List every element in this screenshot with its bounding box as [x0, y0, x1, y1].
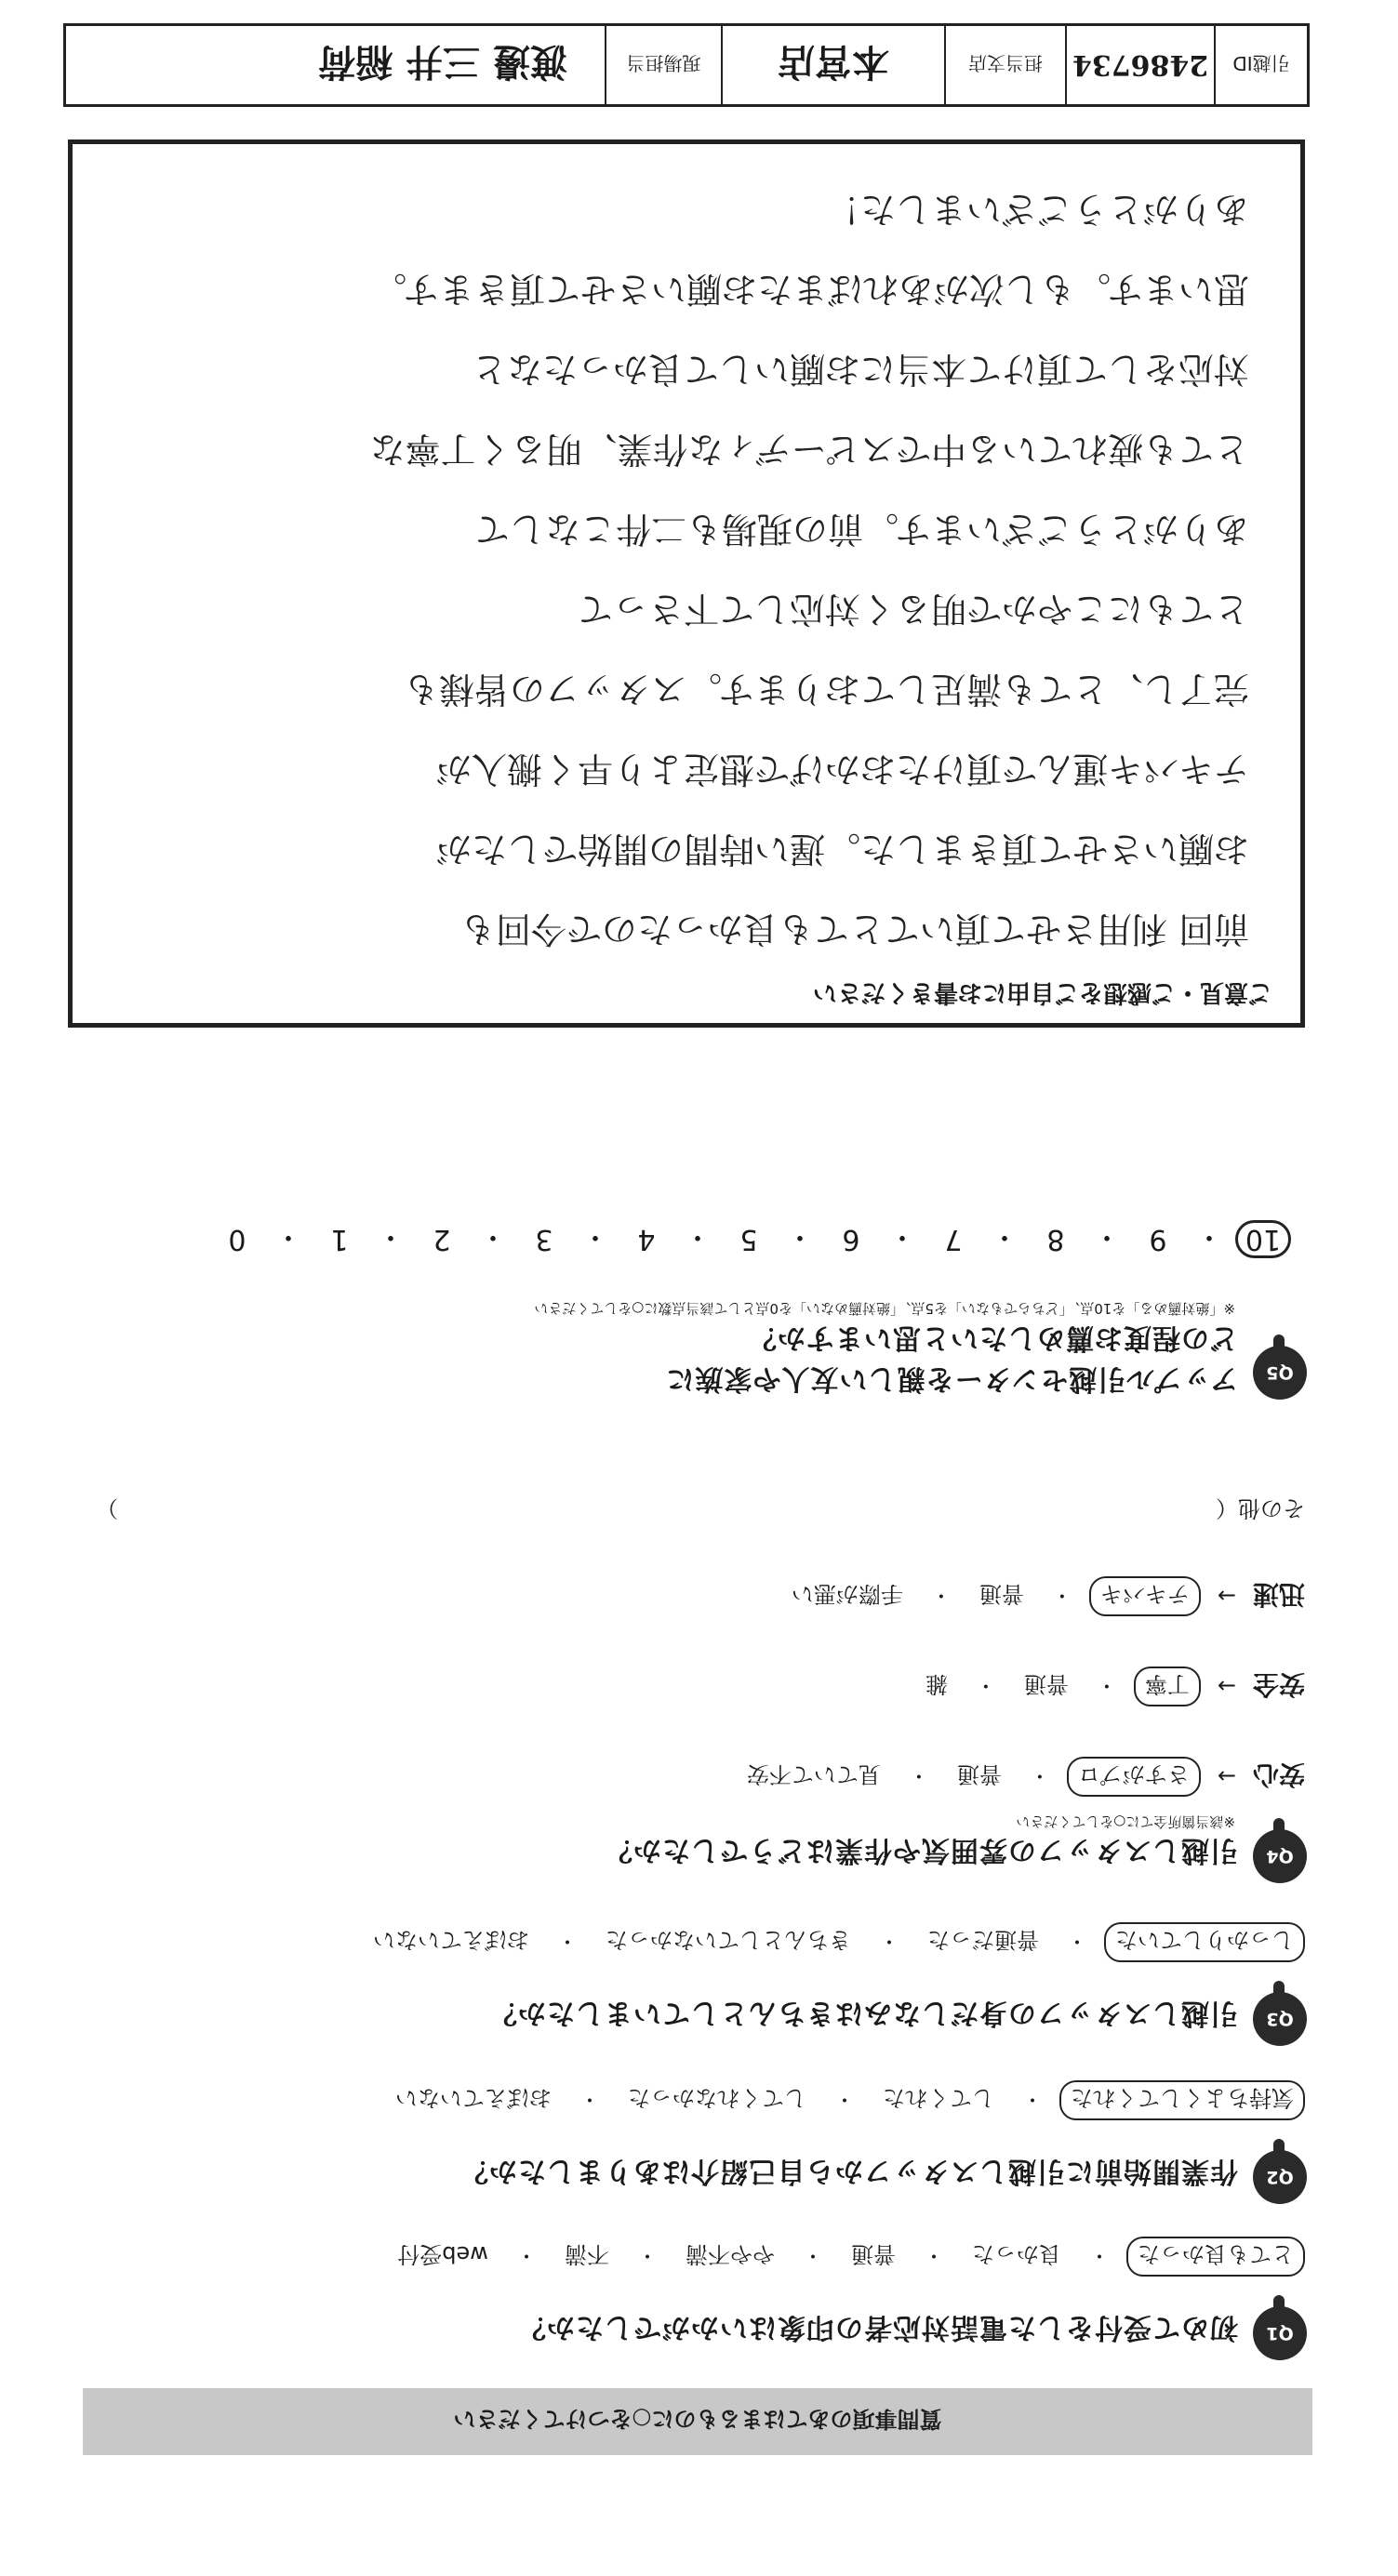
q4-jinsoku-option-circled[interactable]: テキパキ [1089, 1576, 1201, 1616]
q5-note: ※「絶対薦める」を10点、「どちらでもない」を5点、「絶対薦めない」を0点として該当点数に○をしてください [534, 1300, 1235, 1317]
q3-option[interactable]: 普通だった [926, 1927, 1039, 1953]
arrow-icon: → [1217, 1583, 1236, 1610]
q3-option-circled[interactable]: しっかりしていた [1104, 1922, 1305, 1962]
q4-anshin-option[interactable]: 見ていて不安 [746, 1761, 881, 1787]
scale-value[interactable]: 5 [739, 1223, 758, 1256]
arrow-icon: → [1217, 1763, 1236, 1790]
comment-line: ありがとうございます。前の現場も二件こなして [474, 509, 1249, 550]
q1-options: とても良かった ・ 良かった ・ 普通 ・ やや不満 ・ 不満 ・ web受付 [386, 2237, 1305, 2277]
scale-separator: ・ [274, 1220, 302, 1253]
q4-note: ※該当箇所全てに○をしてください [1016, 1813, 1235, 1830]
id-label-cell: 引越ID [1214, 26, 1307, 104]
q3-option[interactable]: おぼえていない [372, 1927, 529, 1953]
comment-line: 思います。もし次があればまたお願いさせて頂きます。 [371, 269, 1249, 310]
scale-separator: ・ [1195, 1220, 1223, 1253]
scale-value[interactable]: 6 [842, 1223, 860, 1256]
comment-line: 対応をして頂けて本当にお願いして良かったなと [471, 349, 1249, 390]
branch-label-cell: 担当支店 [944, 26, 1065, 104]
scale-separator: ・ [786, 1220, 814, 1253]
scale-separator: ・ [991, 1220, 1019, 1253]
scale-separator: ・ [888, 1220, 916, 1253]
comment-line: お願いさせて頂きました。遅い時間の開始でしたが [435, 829, 1249, 870]
q2-option[interactable]: してくれた [882, 2085, 994, 2111]
comment-line: テキパキ運んで頂けたおかげで想定より早く搬入が [435, 749, 1249, 790]
q1-option[interactable]: web受付 [397, 2241, 488, 2267]
id-value-cell: 2486734 [1065, 26, 1214, 104]
q1-question: 初めて受付をした電話対応者の印象はいかがでしたか？ [517, 2311, 1238, 2344]
q4-anzen-option[interactable]: 雑 [925, 1671, 948, 1697]
q1-badge-icon: Q1 [1253, 2306, 1307, 2360]
q4-badge-icon: Q4 [1253, 1829, 1307, 1883]
q2-option-circled[interactable]: 気持ちよくしてくれた [1059, 2080, 1305, 2120]
q4-anzen-option-circled[interactable]: 丁寧 [1134, 1666, 1201, 1706]
recommend-scale [212, 1219, 1291, 1260]
scale-value[interactable]: 8 [1046, 1223, 1065, 1256]
scale-value[interactable]: 4 [637, 1223, 656, 1256]
scale-value[interactable]: 2 [433, 1223, 451, 1256]
scale-separator: ・ [377, 1220, 405, 1253]
comment-line: とてもにこやかで明るく対応して下さって [577, 589, 1249, 630]
instruction-banner: 質問事項のあてはまるものに○をつけてください [83, 2388, 1312, 2455]
q2-question: 作業開始前に引越しスタッフから自己紹介はありましたか？ [459, 2155, 1238, 2187]
q4-row-jinsoku: 迅速 → テキパキ ・ 普通 ・ 手際が悪い [780, 1576, 1305, 1616]
scale-separator: ・ [581, 1220, 609, 1253]
scale-value[interactable]: 7 [944, 1223, 963, 1256]
q1-option[interactable]: 不満 [564, 2241, 609, 2267]
q4-anzen-option[interactable]: 普通 [1023, 1671, 1069, 1697]
scale-value[interactable]: 1 [330, 1223, 349, 1256]
q4-other-row [96, 1494, 1305, 1527]
q4-other-close: ） [96, 1495, 118, 1521]
q3-option[interactable]: きちんとしていなかった [605, 1927, 851, 1953]
branch-value-cell: 本宮店 [721, 26, 944, 104]
q3-badge-icon: Q3 [1253, 1992, 1307, 2046]
q5-question-line2: どの程度お薦めしたいと思いますか？ [748, 1321, 1238, 1354]
q1-option[interactable]: やや不満 [685, 2241, 775, 2267]
comment-line: とても疲れている中でスピーディな作業、明るく丁寧な [369, 429, 1249, 470]
arrow-icon: → [1217, 1673, 1236, 1700]
comment-line: 完了し、とても満足しております。スタッフの皆様も [404, 669, 1249, 710]
q3-question: 引越しスタッフの身だしなみはきちんとしていましたか？ [488, 1997, 1238, 2029]
scale-separator: ・ [684, 1220, 712, 1253]
q1-option[interactable]: 良かった [971, 2241, 1061, 2267]
q5-badge-icon: Q5 [1253, 1346, 1307, 1400]
scale-value[interactable]: 9 [1149, 1223, 1167, 1256]
scale-separator: ・ [479, 1220, 507, 1253]
q4-jinsoku-option[interactable]: 普通 [979, 1581, 1024, 1607]
form-header-table [63, 23, 1310, 107]
q2-option[interactable]: してくれなかった [627, 2085, 806, 2111]
q4-row-anshin: 安心 → さすがプロ ・ 普通 ・ 見ていて不安 [736, 1757, 1305, 1797]
comments-heading: ご意見・ご感想をご自由にお書きください [812, 978, 1272, 1006]
q4-other-label: その他（ [1216, 1495, 1305, 1521]
q2-badge-icon: Q2 [1253, 2150, 1307, 2204]
q1-option-circled[interactable]: とても良かった [1126, 2237, 1305, 2277]
q3-options: しっかりしていた ・ 普通だった ・ きちんとしていなかった ・ おぼえていない [362, 1922, 1305, 1962]
q2-options: 気持ちよくしてくれた ・ してくれた ・ してくれなかった ・ おぼえていない [384, 2080, 1305, 2120]
q4-row-anzen: 安全 → 丁寧 ・ 普通 ・ 雑 [914, 1666, 1305, 1706]
scale-separator: ・ [1093, 1220, 1121, 1253]
q4-anshin-option[interactable]: 普通 [956, 1761, 1002, 1787]
q4-jinsoku-option[interactable]: 手際が悪い [791, 1581, 903, 1607]
scale-value[interactable]: 3 [535, 1223, 553, 1256]
scale-value-circled[interactable]: 10 [1235, 1221, 1291, 1259]
q5-question-line1: アップル引越センターを親しい友人や家族に [665, 1362, 1238, 1395]
q4-anshin-option-circled[interactable]: さすがプロ [1067, 1757, 1201, 1797]
leader-value-cell: 渡邊 三井 稲荷 [318, 40, 567, 85]
scale-value[interactable]: 0 [228, 1223, 246, 1256]
leader-label-cell: 現場担当 [605, 26, 721, 104]
q1-option[interactable]: 普通 [850, 2241, 896, 2267]
comment-line: ありがとうございました！ [824, 189, 1249, 230]
comments-box [68, 139, 1305, 1028]
q4-question: 引越しスタッフの雰囲気や作業はどうでしたか？ [604, 1834, 1238, 1866]
q2-option[interactable]: おぼえていない [394, 2085, 552, 2111]
comment-line: 前回 利用させて頂いてとても良かったので今回も [459, 909, 1249, 949]
